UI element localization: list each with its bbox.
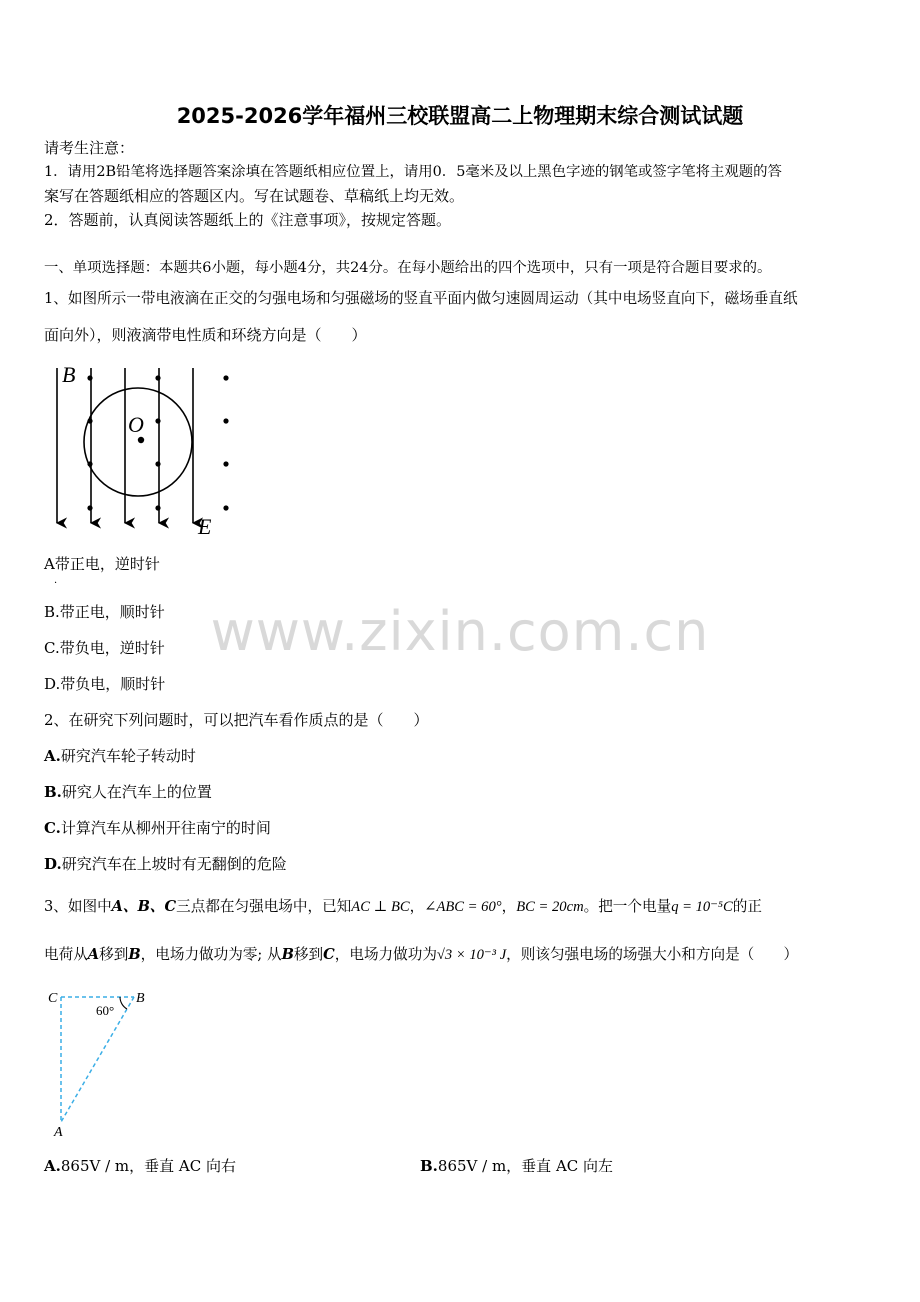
q1-stem-line-1: 1、如图所示一带电液滴在正交的匀强电场和匀强磁场的竖直平面内做匀速圆周运动（其中电场竖直向下，磁场垂直纸 [44,290,798,307]
label-B: B [136,991,145,1006]
cond-angle: ∠ABC = 60° [424,899,502,915]
text: ，电场力做功为零; 从 [140,946,282,963]
label-A: A [54,1125,63,1140]
text: 三点都在匀强电场中，已知 [176,898,352,915]
text: 的正 [732,898,762,915]
q1-option-d: D.带负电，顺时针 [44,675,166,693]
angle-arc [120,997,127,1009]
q3-stem-line-1 [44,895,762,919]
option-text: 865V / m，垂直 AC 向右 [60,1157,236,1175]
option-letter: A. [44,747,61,765]
point-b: B [128,946,141,963]
point-c: C [323,946,335,963]
label-B: B [62,362,76,387]
magnetic-field-dots [87,375,228,510]
q1-figure [40,358,250,543]
cond-length: BC = 20cm [516,899,584,915]
option-text: 计算汽车从柳州开往南宁的时间 [60,819,271,837]
notice-item-1-line-1: 1．请用2B铅笔将选择题答案涂填在答题纸相应位置上，请用0．5毫米及以上黑色字迹的钢笔或签字笔将主观题的答 [44,164,782,180]
text: 移到 [293,946,324,963]
cond-perpendicular: AC ⊥ BC [351,899,410,915]
point-b: B [281,946,294,963]
q2-option-a [44,744,196,768]
notice-item-1-line-2: 案写在答题纸相应的答题区内。写在试题卷、草稿纸上均无效。 [44,187,465,205]
angle-label: 60° [96,1003,115,1018]
q1-option-b: B.带正电，顺时针 [44,603,165,621]
watermark: www.zixin.com.cn [210,600,710,663]
q3-option-b [420,1154,613,1178]
option-letter: A. [44,1157,61,1175]
page-title: 2025-2026学年福州三校联盟高二上物理期末综合测试试题 [176,104,744,128]
text: 移到 [99,946,129,963]
q3-stem-line-2 [44,943,798,967]
option-text: 研究汽车轮子转动时 [60,747,196,765]
label-O: O [128,412,144,437]
q2-option-c [44,816,271,840]
orbit-circle [84,388,192,496]
option-letter: C. [44,819,61,837]
section-heading: 一、单项选择题：本题共6小题，每小题4分，共24分。在每小题给出的四个选项中，只有一项是符合题目要求的。 [44,260,772,276]
q1-option-c: C.带负电，逆时针 [44,639,165,657]
q1-stem-line-2: 面向外），则液滴带电性质和环绕方向是（ ） [44,326,367,344]
text: 。把一个电量 [583,898,672,915]
q2-option-b [44,780,212,804]
notice-item-2: 2．答题前，认真阅读答题纸上的《注意事项》，按规定答题。 [44,211,452,229]
option-letter: D. [44,855,62,873]
option-text: 研究汽车在上坡时有无翻倒的危险 [61,855,287,873]
notice-heading: 请考生注意： [44,139,135,157]
label-E: E [198,514,212,539]
sep: ， [501,898,517,915]
point-a: A [87,946,100,963]
sep: ， [409,898,425,915]
text: 3、如图中 [44,898,112,915]
text: ，电场力做功为 [334,946,437,963]
q3-figure [40,985,170,1140]
points-abc: A、B、C [111,898,177,915]
q3-option-a [44,1154,236,1178]
work-value: √3 × 10⁻³ J [436,947,507,963]
option-letter: B. [420,1157,438,1175]
option-text: 研究人在汽车上的位置 [61,783,212,801]
option-letter: B. [44,783,62,801]
text: 电荷从 [44,946,88,963]
label-C: C [48,991,58,1006]
charge-value: q = 10⁻⁵C [671,899,733,915]
stray-dot: · [54,578,58,589]
q2-stem: 2、在研究下列问题时，可以把汽车看作质点的是（ ） [44,711,429,729]
text: ，则该匀强电场的场强大小和方向是（ ） [506,946,799,963]
option-text: 865V / m，垂直 AC 向左 [437,1157,614,1175]
q1-option-a: A带正电，逆时针 [44,555,160,573]
q2-option-d [44,852,287,876]
